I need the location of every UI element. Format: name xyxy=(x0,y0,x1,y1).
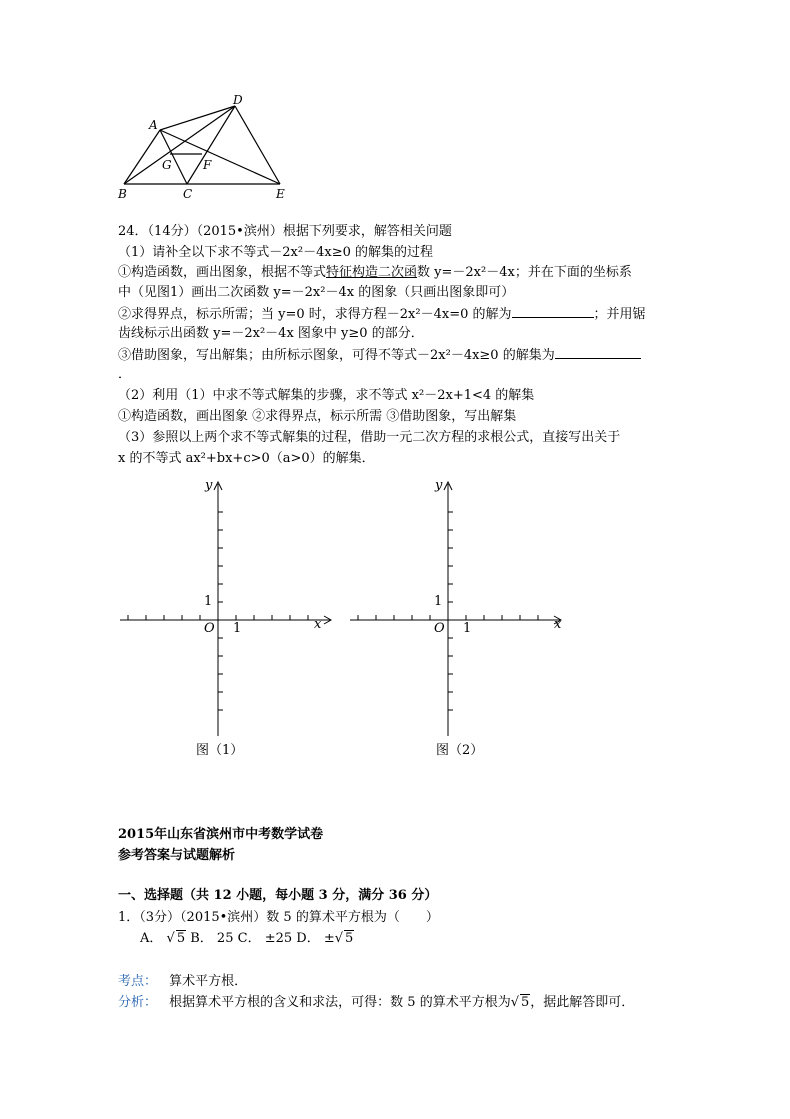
geometry-figure xyxy=(110,92,310,204)
fenxi-tail: ，据此解答即可． xyxy=(530,995,635,1010)
kaodian-label: 考点： xyxy=(118,974,158,989)
q24-step3-end: ． xyxy=(118,367,132,382)
kaodian-row xyxy=(118,972,247,992)
radicand: 5 xyxy=(176,931,186,946)
option-c: C． ±25 xyxy=(237,931,293,946)
segment-AC xyxy=(160,130,187,184)
section-heading: 一、选择题（共 12 小题，每小题 3 分，满分 36 分） xyxy=(118,888,438,903)
coordinate-graph-2 xyxy=(348,474,573,764)
radicand: 5 xyxy=(345,931,354,946)
fenxi-text: 根据算术平方根的含义和求法，可得：数 5 的算术平方根为 xyxy=(169,995,511,1010)
label-C: C xyxy=(183,187,193,201)
answer-title: 2015年山东省滨州市中考数学试卷 xyxy=(118,827,324,842)
q24-step3-pre: ③借助图象，写出解集；由所标示图象，可得不等式－2x²－4x≥0 的解集为 xyxy=(118,348,555,363)
label-B: B xyxy=(118,187,127,201)
origin-label: O xyxy=(204,621,215,636)
fenxi-row xyxy=(118,993,634,1013)
radicand: 5 xyxy=(521,995,530,1010)
q24-step2-line2: 齿线标示出函数 y=－2x²－4x 图象中 y≥0 的部分． xyxy=(118,326,424,341)
q24-step1-post: 数 y=－2x²－4x；并在下面的坐标系 xyxy=(417,265,632,280)
answer-blank-1[interactable] xyxy=(512,304,594,318)
q24-step1-line2: 中（见图1）画出二次函数 y=－2x²－4x 的图象（只画出图象即可） xyxy=(118,285,515,300)
sqrt-expression: √ 5 xyxy=(166,931,186,946)
q24-step1-underlined: 特征构造二次函 xyxy=(326,265,418,280)
q24-part3: （3）参照以上两个求不等式解集的过程，借助一元二次方程的求根公式，直接写出关于 xyxy=(118,430,621,445)
y-tick-one: 1 xyxy=(204,594,213,609)
option-b: B． 25 xyxy=(190,931,234,946)
q24-step1-pre: ①构造函数，画出图象，根据不等式 xyxy=(118,265,327,280)
label-A: A xyxy=(149,118,158,132)
q24-header: 24．（14分）（2015•滨州）根据下列要求，解答相关问题 xyxy=(118,224,452,239)
segment-AD xyxy=(160,106,235,130)
q24-part2: （2）利用（1）中求不等式解集的步骤，求不等式 x²－2x+1<4 的解集 xyxy=(118,388,535,403)
q24-part1: （1）请补全以下求不等式－2x²－4x≥0 的解集的过程 xyxy=(118,245,433,260)
segment-AE xyxy=(160,130,280,184)
fenxi-label: 分析： xyxy=(118,995,158,1010)
label-G: G xyxy=(162,158,172,172)
x-axis-label: x xyxy=(554,617,562,632)
label-F: F xyxy=(203,158,212,172)
sqrt-expression: √ 5 xyxy=(510,995,530,1010)
graph-caption: 图（1） xyxy=(196,743,244,758)
q24-step3 xyxy=(118,345,641,366)
q24-step2-post: ；并用锯 xyxy=(593,307,646,322)
answer-blank-2[interactable] xyxy=(555,345,641,359)
q24-part2-steps: ①构造函数，画出图象 ②求得界点，标示所需 ③借助图象，写出解集 xyxy=(118,409,517,424)
option-d-label: D． ± xyxy=(296,931,335,946)
y-axis-label: y xyxy=(435,478,443,493)
kaodian-text: 算术平方根． xyxy=(169,974,248,989)
q24-step1 xyxy=(118,263,632,283)
graph-caption: 图（2） xyxy=(436,743,484,758)
segment-BA xyxy=(124,130,160,184)
q1-options xyxy=(140,929,354,949)
y-axis-label: y xyxy=(205,478,213,493)
answer-subtitle: 参考答案与试题解析 xyxy=(118,848,236,863)
segment-DE xyxy=(235,106,280,184)
x-axis-label: x xyxy=(314,617,322,632)
q1-stem: 1．（3分）（2015•滨州）数 5 的算术平方根为（ ） xyxy=(118,910,439,925)
y-tick-one: 1 xyxy=(434,594,443,609)
label-E: E xyxy=(276,187,285,201)
x-tick-one: 1 xyxy=(233,621,242,636)
sqrt-expression: √ 5 xyxy=(334,931,354,946)
q24-step2-pre: ②求得界点，标示所需；当 y=0 时，求得方程－2x²－4x=0 的解为 xyxy=(118,307,512,322)
origin-label: O xyxy=(434,621,445,636)
segment-BD xyxy=(124,106,235,184)
coordinate-graph-1 xyxy=(118,474,343,764)
q24-part3-line2: x 的不等式 ax²+bx+c>0（a>0）的解集． xyxy=(118,451,375,466)
option-a-label: A． xyxy=(140,931,163,946)
q24-step2 xyxy=(118,304,646,325)
x-tick-one: 1 xyxy=(463,621,472,636)
label-D: D xyxy=(233,93,243,107)
